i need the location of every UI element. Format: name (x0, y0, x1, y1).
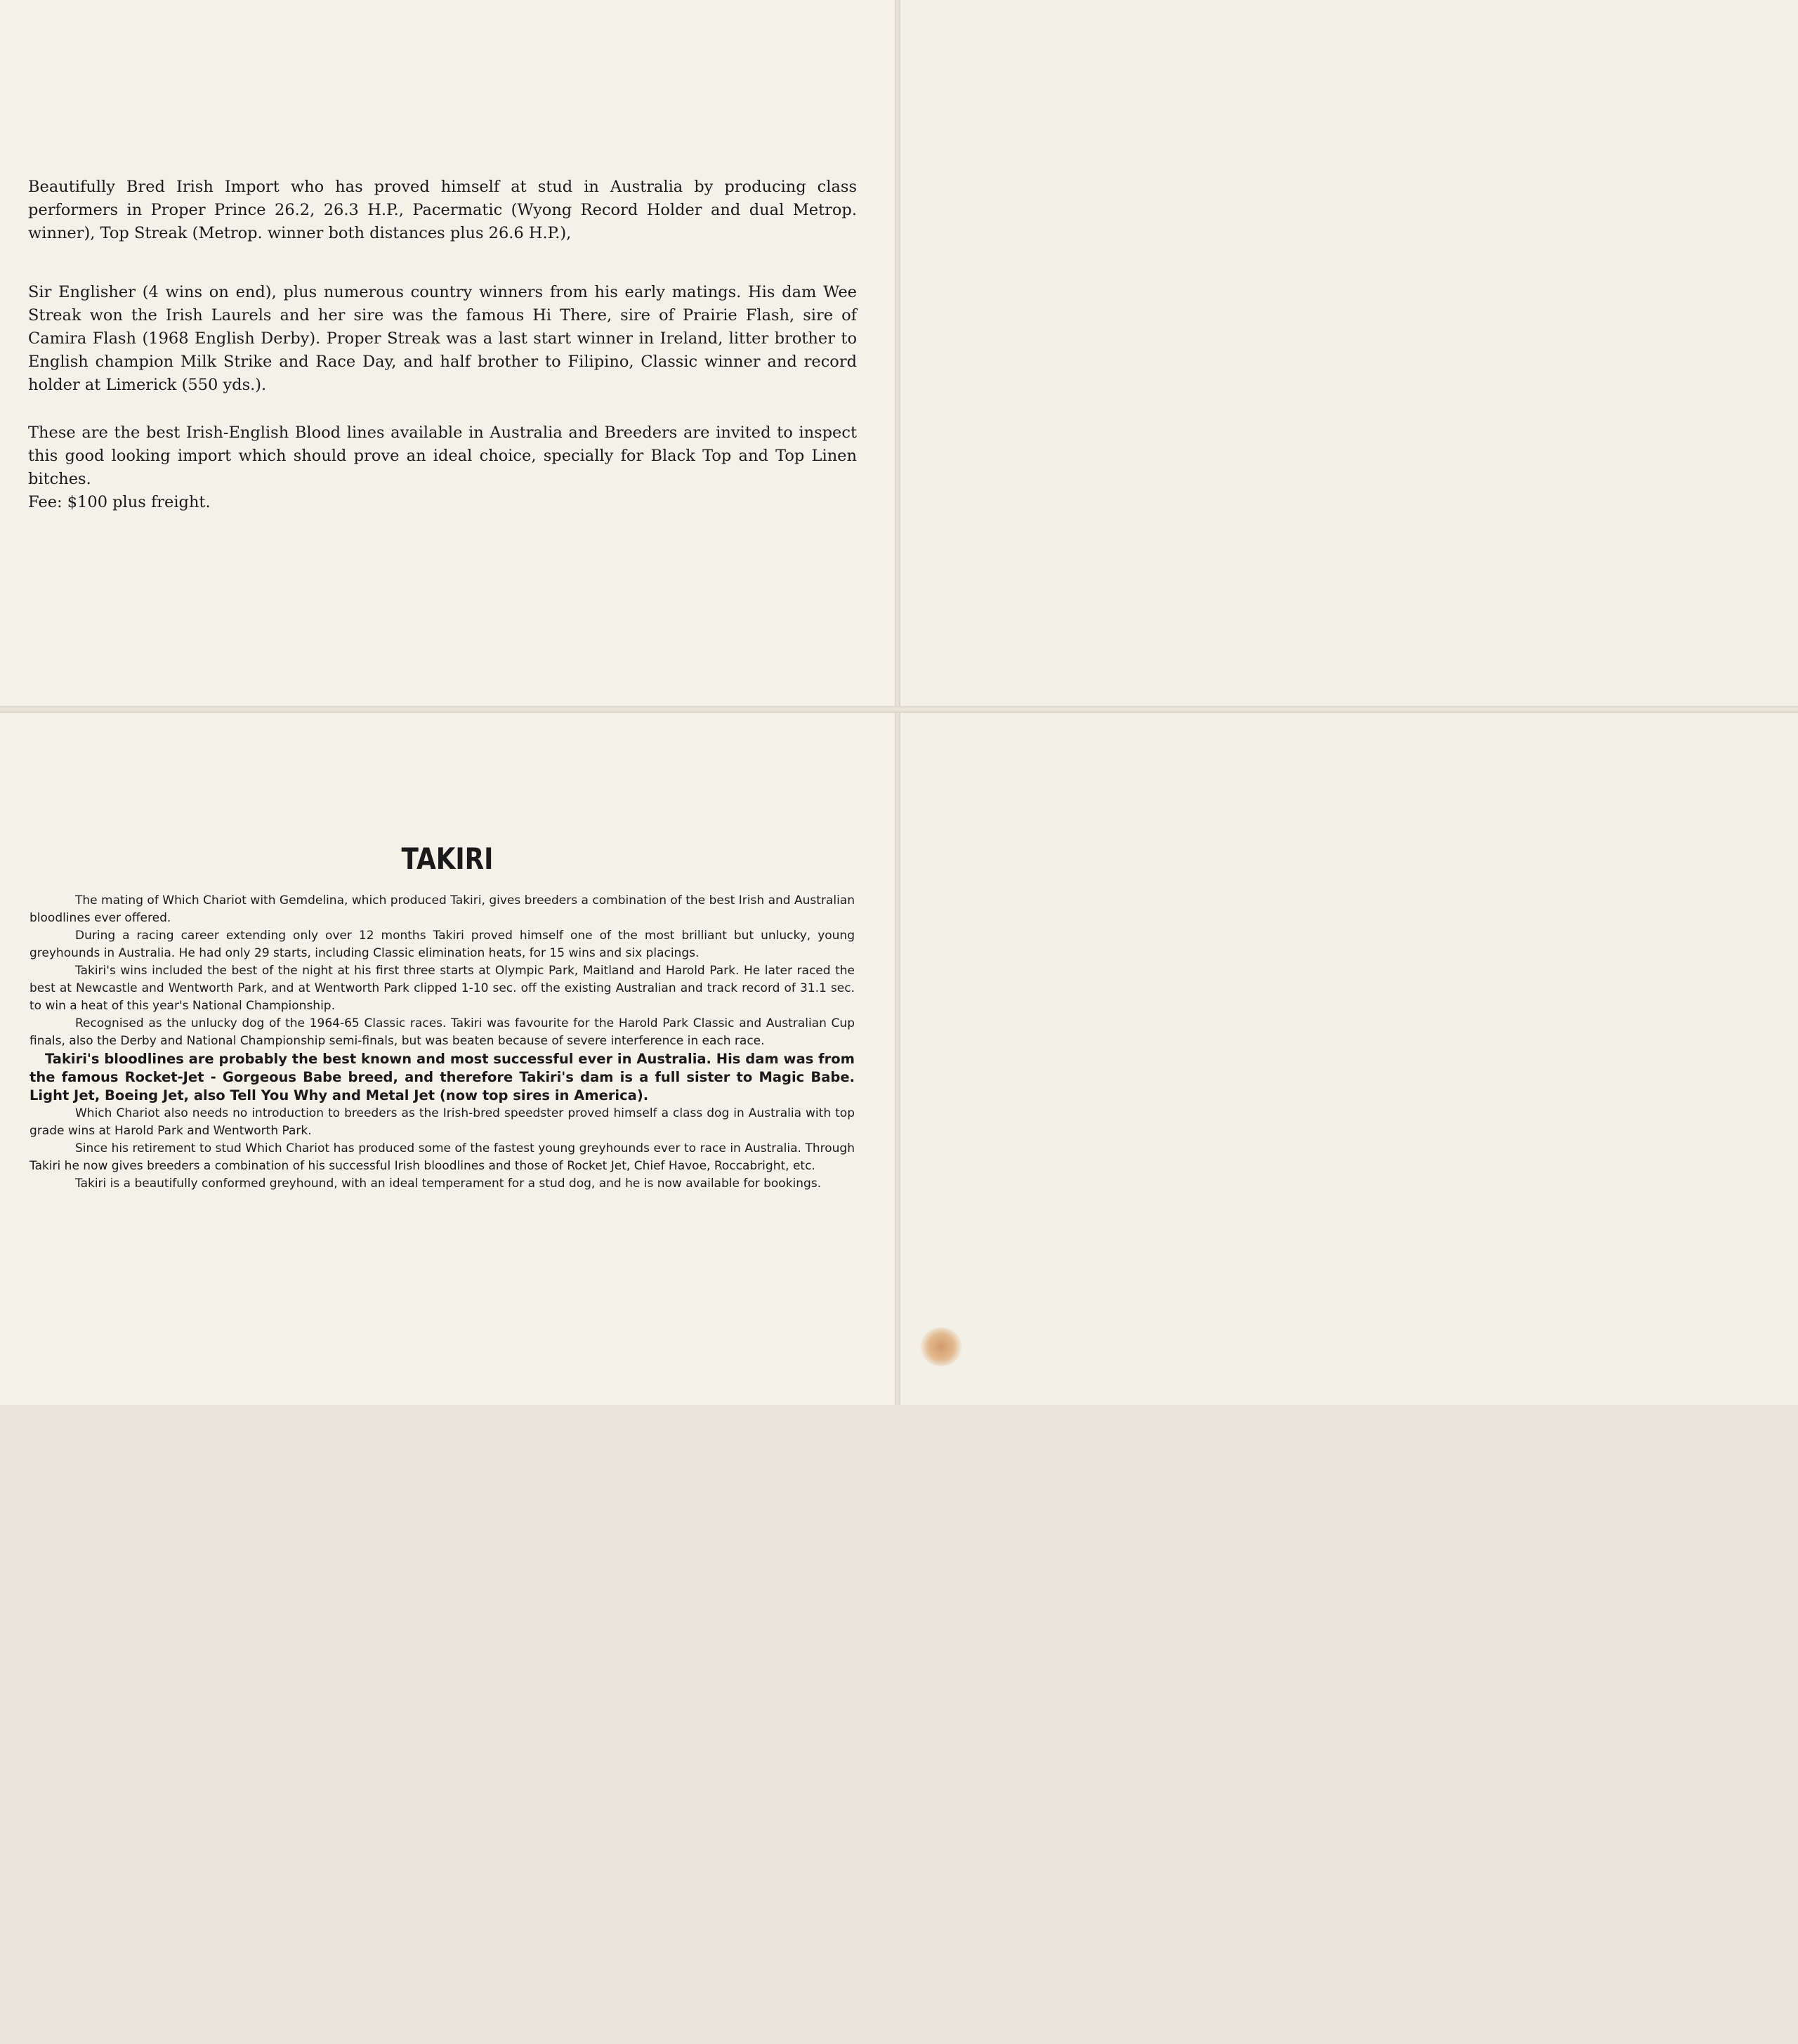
paper-stain (920, 1328, 962, 1366)
panel-proper-streak-description (0, 0, 895, 706)
pedigree-fee: Fee: $100 plus freight. (28, 493, 211, 511)
article-paragraph: Since his retirement to stud Which Chariot has produced some of the fastest young greyhounds ever to race in Australia. Through Takiri he now gives breeders a combination of his successful Irish bloodlines and those of Rocket Jet, Chief Havoe, Roccabright, etc. (29, 1141, 855, 1173)
article-paragraph: Takiri's bloodlines are probably the best known and most successful ever in Australia. His dam was from the famous Rocket-Jet - Gorgeous Babe breed, and therefore Takiri's dam is a full sister to Magic Babe. Light Jet, Boeing Jet, also Tell You Why and Metal Jet (now top sires in America). (29, 1051, 855, 1103)
article-paragraph: The mating of Which Chariot with Gemdelina, which produced Takiri, gives breeders a combination of the best Irish and Australian bloodlines ever offered. (29, 893, 855, 925)
panel-proper-streak-ad (900, 0, 1798, 706)
article-body (29, 892, 855, 1193)
article-paragraph: Takiri is a beautifully conformed greyhound, with an ideal temperament for a stud dog, and he is now available for bookings. (75, 1177, 822, 1191)
pedigree-paragraph-3 (28, 421, 857, 514)
pedigree-paragraph-3-text: These are the best Irish-English Blood lines available in Australia and Breeders are invited to inspect this good looking import which should prove an ideal choice, specially for Black Top and Top Linen bitches. (28, 424, 857, 488)
pedigree-paragraph-2: Sir Englisher (4 wins on end), plus numerous country winners from his early matings. His dam Wee Streak won the Irish Laurels and her sire was the famous Hi There, sire of Prairie Flash, sire of Camira Flash (1968 English Derby). Proper Streak was a last start winner in Ireland, litter brother to English champion Milk Strike and Race Day, and half brother to Filipino, Classic winner and record holder at Limerick (550 yds.). (28, 283, 857, 394)
vertical-fold (895, 0, 900, 1405)
article-paragraph: Recognised as the unlucky dog of the 1964-65 Classic races. Takiri was favourite for the Harold Park Classic and Australian Cup finals, also the Derby and National Championship semi-finals, but was beaten because of severe interference in each race. (29, 1016, 855, 1048)
article-title: TAKIRI (401, 841, 494, 876)
article-paragraph: Which Chariot also needs no introduction to breeders as the Irish-bred speedster proved himself a class dog in Australia with top grade wins at Harold Park and Wentworth Park. (29, 1106, 855, 1138)
horizontal-fold (0, 706, 1798, 713)
panel-takiri-article (0, 713, 895, 1405)
pedigree-paragraph-1: Beautifully Bred Irish Import who has proved himself at stud in Australia by producing class performers in Proper Prince 26.2, 26.3 H.P., Pacermatic (Wyong Record Holder and dual Metrop. winner), Top Streak (Metrop. winner both distances plus 26.6 H.P.), (28, 178, 857, 242)
article-paragraph: Takiri's wins included the best of the night at his first three starts at Olympic Park, Maitland and Harold Park. He later raced the best at Newcastle and Wentworth Park, and at Wentworth Park clipped 1-10 sec. off the existing Australian and track record of 31.1 sec. to win a heat of this year's National Championship. (29, 964, 855, 1013)
article-paragraph: During a racing career extending only over 12 months Takiri proved himself one of the most brilliant but unlucky, young greyhounds in Australia. He had only 29 starts, including Classic elimination heats, for 15 wins and six placings. (29, 929, 855, 960)
panel-takiri-ad (900, 713, 1798, 1405)
